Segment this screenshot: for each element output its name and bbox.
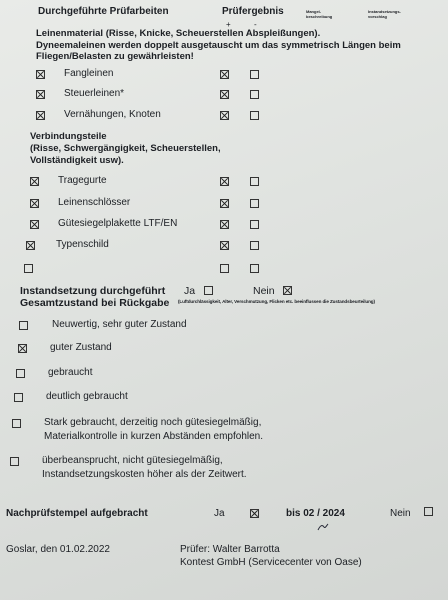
zustand-ueberbeansprucht-label-line2: Instandsetzungskosten höher als der Zeitwert. bbox=[42, 469, 247, 480]
zustand-gebraucht-checkbox[interactable] bbox=[16, 369, 25, 378]
guetesiegel-checkbox[interactable] bbox=[30, 220, 39, 229]
zustand-ueberbeansprucht-label: überbeansprucht, nicht gütesiegelmäßig, bbox=[42, 455, 223, 466]
tragegurte-plus-checkbox[interactable] bbox=[220, 177, 229, 186]
instandsetzung-nein-checkbox[interactable] bbox=[283, 286, 292, 295]
zustand-gebraucht-label: gebraucht bbox=[48, 367, 93, 378]
leinenschloesser-plus-checkbox[interactable] bbox=[220, 199, 229, 208]
zustand-neuwertig-label: Neuwertig, sehr guter Zustand bbox=[52, 319, 187, 330]
gesamtzustand-note: (Luftdurchlässigkeit, Alter, Verschmutzung, Flicken etc. beeinflussen die Zustandsbeurteilung) bbox=[178, 299, 375, 304]
steuerleinen-minus-checkbox[interactable] bbox=[250, 90, 259, 99]
place-date: Goslar, den 01.02.2022 bbox=[6, 544, 110, 555]
zustand-neuwertig-checkbox[interactable] bbox=[19, 321, 28, 330]
stempel-nein-label: Nein bbox=[390, 508, 411, 519]
steuerleinen-checkbox[interactable] bbox=[36, 90, 45, 99]
header-col-result: Prüfergebnis bbox=[222, 6, 284, 17]
tragegurte-label: Tragegurte bbox=[58, 175, 107, 186]
stempel-label: Nachprüfstempel aufgebracht bbox=[6, 508, 148, 519]
vernaehungen-label: Vernähungen, Knoten bbox=[64, 109, 161, 120]
steuerleinen-plus-checkbox[interactable] bbox=[220, 90, 229, 99]
vernaehungen-plus-checkbox[interactable] bbox=[220, 111, 229, 120]
instandsetzung-nein-label: Nein bbox=[253, 285, 275, 297]
header-col-repair: Instandsetzungs-vorschlag bbox=[368, 9, 401, 19]
guetesiegel-label: Gütesiegelplakette LTF/EN bbox=[58, 218, 178, 229]
handwritten-mark-icon bbox=[316, 522, 330, 532]
leinenschloesser-label: Leinenschlösser bbox=[58, 197, 131, 208]
steuerleinen-label: Steuerleinen* bbox=[64, 88, 125, 99]
fangleinen-label: Fangleinen bbox=[64, 68, 114, 79]
leinenschloesser-minus-checkbox[interactable] bbox=[250, 199, 259, 208]
zustand-deutlich-gebraucht-label: deutlich gebraucht bbox=[46, 391, 128, 402]
gesamtzustand-label: Gesamtzustand bei Rückgabe bbox=[20, 297, 170, 309]
stempel-bis-date: bis 02 / 2024 bbox=[286, 508, 345, 519]
typenschild-checkbox[interactable] bbox=[26, 241, 35, 250]
zustand-stark-gebraucht-label-line2: Materialkontrolle in kurzen Abständen empfohlen. bbox=[44, 431, 264, 442]
pruefer-name: Prüfer: Walter Barrotta bbox=[180, 544, 280, 555]
guetesiegel-minus-checkbox[interactable] bbox=[250, 220, 259, 229]
leinen-heading: Leinenmaterial (Risse, Knicke, Scheuerstellen Abspleißungen). bbox=[36, 28, 321, 39]
typenschild-plus-checkbox[interactable] bbox=[220, 241, 229, 250]
header-minus: - bbox=[254, 20, 257, 29]
typenschild-minus-checkbox[interactable] bbox=[250, 241, 259, 250]
company-name: Kontest GmbH (Servicecenter von Oase) bbox=[180, 557, 362, 568]
stempel-ja-label: Ja bbox=[214, 508, 225, 519]
header-col-checks: Durchgeführte Prüfarbeiten bbox=[38, 6, 169, 17]
verbindung-heading: Verbindungsteile bbox=[30, 131, 107, 142]
instandsetzung-label: Instandsetzung durchgeführt bbox=[20, 285, 166, 297]
blank-item-minus-checkbox[interactable] bbox=[250, 264, 259, 273]
fangleinen-minus-checkbox[interactable] bbox=[250, 70, 259, 79]
header-plus: + bbox=[226, 20, 231, 29]
verbindung-heading-line2: (Risse, Schwergängigkeit, Scheuerstellen, bbox=[30, 143, 221, 154]
typenschild-label: Typenschild bbox=[56, 239, 109, 250]
tragegurte-checkbox[interactable] bbox=[30, 177, 39, 186]
stempel-nein-checkbox[interactable] bbox=[424, 507, 433, 516]
leinenschloesser-checkbox[interactable] bbox=[30, 199, 39, 208]
fangleinen-plus-checkbox[interactable] bbox=[220, 70, 229, 79]
vernaehungen-checkbox[interactable] bbox=[36, 111, 45, 120]
blank-item-checkbox[interactable] bbox=[24, 264, 33, 273]
blank-item-plus-checkbox[interactable] bbox=[220, 264, 229, 273]
leinen-note-line1: Dyneemaleinen werden doppelt ausgetauscht um das symmetrisch Längen beim bbox=[36, 40, 401, 51]
fangleinen-checkbox[interactable] bbox=[36, 70, 45, 79]
header-col-defect: Mangel-beschreibung bbox=[306, 9, 333, 19]
zustand-gut-label: guter Zustand bbox=[50, 342, 112, 353]
leinen-note-line2: Fliegen/Belasten zu gewährleisten! bbox=[36, 51, 194, 62]
instandsetzung-ja-checkbox[interactable] bbox=[204, 286, 213, 295]
stempel-ja-checkbox[interactable] bbox=[250, 509, 259, 518]
instandsetzung-ja-label: Ja bbox=[184, 285, 196, 297]
vernaehungen-minus-checkbox[interactable] bbox=[250, 111, 259, 120]
zustand-ueberbeansprucht-checkbox[interactable] bbox=[10, 457, 19, 466]
guetesiegel-plus-checkbox[interactable] bbox=[220, 220, 229, 229]
zustand-gut-checkbox[interactable] bbox=[18, 344, 27, 353]
tragegurte-minus-checkbox[interactable] bbox=[250, 177, 259, 186]
zustand-stark-gebraucht-label: Stark gebraucht, derzeitig noch gütesiegelmäßig, bbox=[44, 417, 262, 428]
verbindung-heading-line3: Vollständigkeit usw). bbox=[30, 155, 124, 166]
zustand-deutlich-gebraucht-checkbox[interactable] bbox=[14, 393, 23, 402]
zustand-stark-gebraucht-checkbox[interactable] bbox=[12, 419, 21, 428]
